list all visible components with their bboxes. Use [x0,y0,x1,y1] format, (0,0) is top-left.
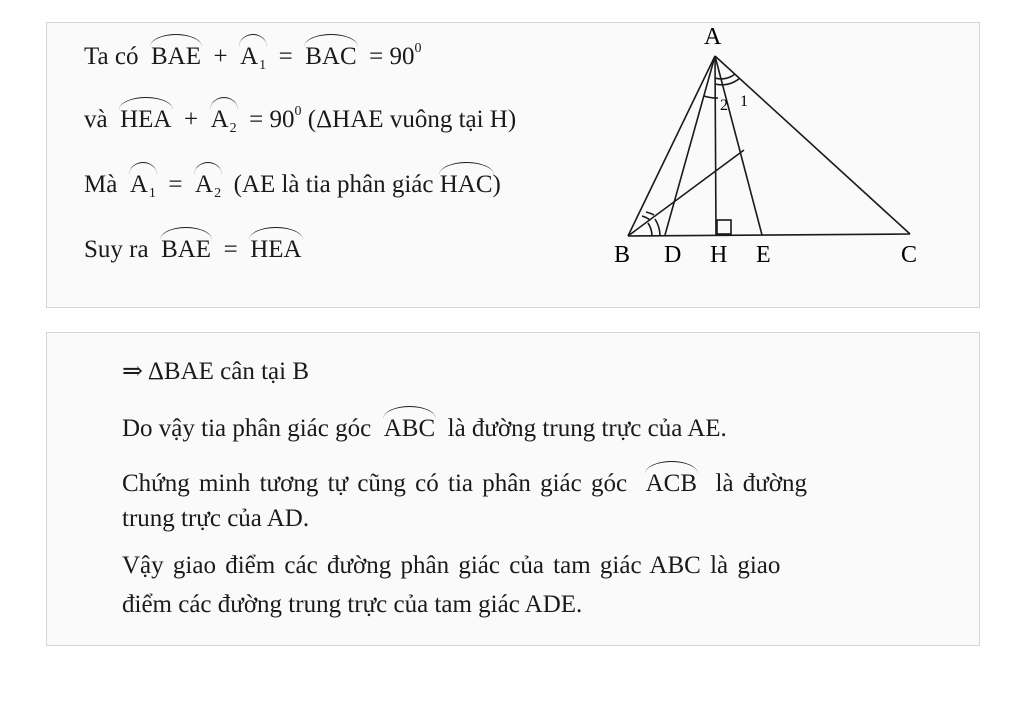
label-e: E [756,242,771,268]
text-suy-ra: Suy ra [84,236,149,263]
text-do-vay: Do vậy tia phân giác góc [122,415,372,442]
text-la-duong: là đường [715,470,808,497]
angle-hac: HAC [440,168,493,197]
value-90: = 90 [369,43,415,70]
label-h: H [710,242,728,268]
equals-sign: = [223,236,238,263]
angle-a1: $A_1$ [130,168,156,201]
angle-hea: HEA [120,103,171,132]
angle-bae: BAE [161,233,211,262]
angle-mark-b2 [648,223,652,236]
conclusion-line-6: điểm các đường trung trực của tam giác ADE. [122,591,583,618]
label-d: D [664,242,682,268]
angle-abc: ABC [384,412,435,441]
label-angle-2: 2 [720,97,728,114]
label-c: C [901,242,918,268]
close-paren: ) [492,171,501,198]
label-b: B [614,242,631,268]
angle-acb: ACB [646,467,697,496]
text-chung-minh: Chứng minh tương tự cũng có tia phân giác góc [122,470,628,497]
conclusion-line-1: ⇒ ΔBAE cân tại B [122,358,309,385]
conclusion-line-2 [122,412,727,441]
angle-hea: HEA [250,233,301,262]
equals-sign: = [168,171,183,198]
plus-sign: + [213,43,228,70]
right-angle-mark [717,220,731,234]
text-va: và [84,106,108,133]
text-ma: Mà [84,171,118,198]
side-bc [628,234,910,236]
degree-sup: 0 [414,41,422,56]
degree-sup: 0 [294,104,302,119]
note-right-triangle: (ΔHAE vuông tại H) [307,106,517,133]
value-90: = 90 [249,106,295,133]
angle-a2: $A_2$ [195,168,221,201]
text-ta-co: Ta có [84,43,139,70]
note-bisector: (AE là tia phân giác [233,171,434,198]
angle-bae: BAE [151,40,201,69]
bisector-b [628,150,744,236]
side-ac [715,56,910,234]
angle-a1: $A_1$ [240,40,266,73]
angle-mark-b3 [646,212,654,215]
angle-mark-b4 [642,216,650,220]
conclusion-line-4: trung trực của AD. [122,505,310,532]
label-angle-1: 1 [740,93,748,110]
plus-sign: + [184,106,199,133]
segment-ae [715,56,762,235]
angle-mark-a1 [715,74,735,79]
angle-bac: BAC [305,40,356,69]
text-trung-truc-ae: là đường trung trực của AE. [447,415,727,442]
label-a: A [704,24,722,50]
conclusion-line-3 [122,467,807,496]
equals-sign: = [278,43,293,70]
angle-a2: $A_2$ [211,103,237,136]
conclusion-line-5: Vậy giao điểm các đường phân giác của tam giác ABC là giao [122,552,781,579]
altitude-ah [715,56,716,235]
angle-mark-b1 [655,219,660,236]
